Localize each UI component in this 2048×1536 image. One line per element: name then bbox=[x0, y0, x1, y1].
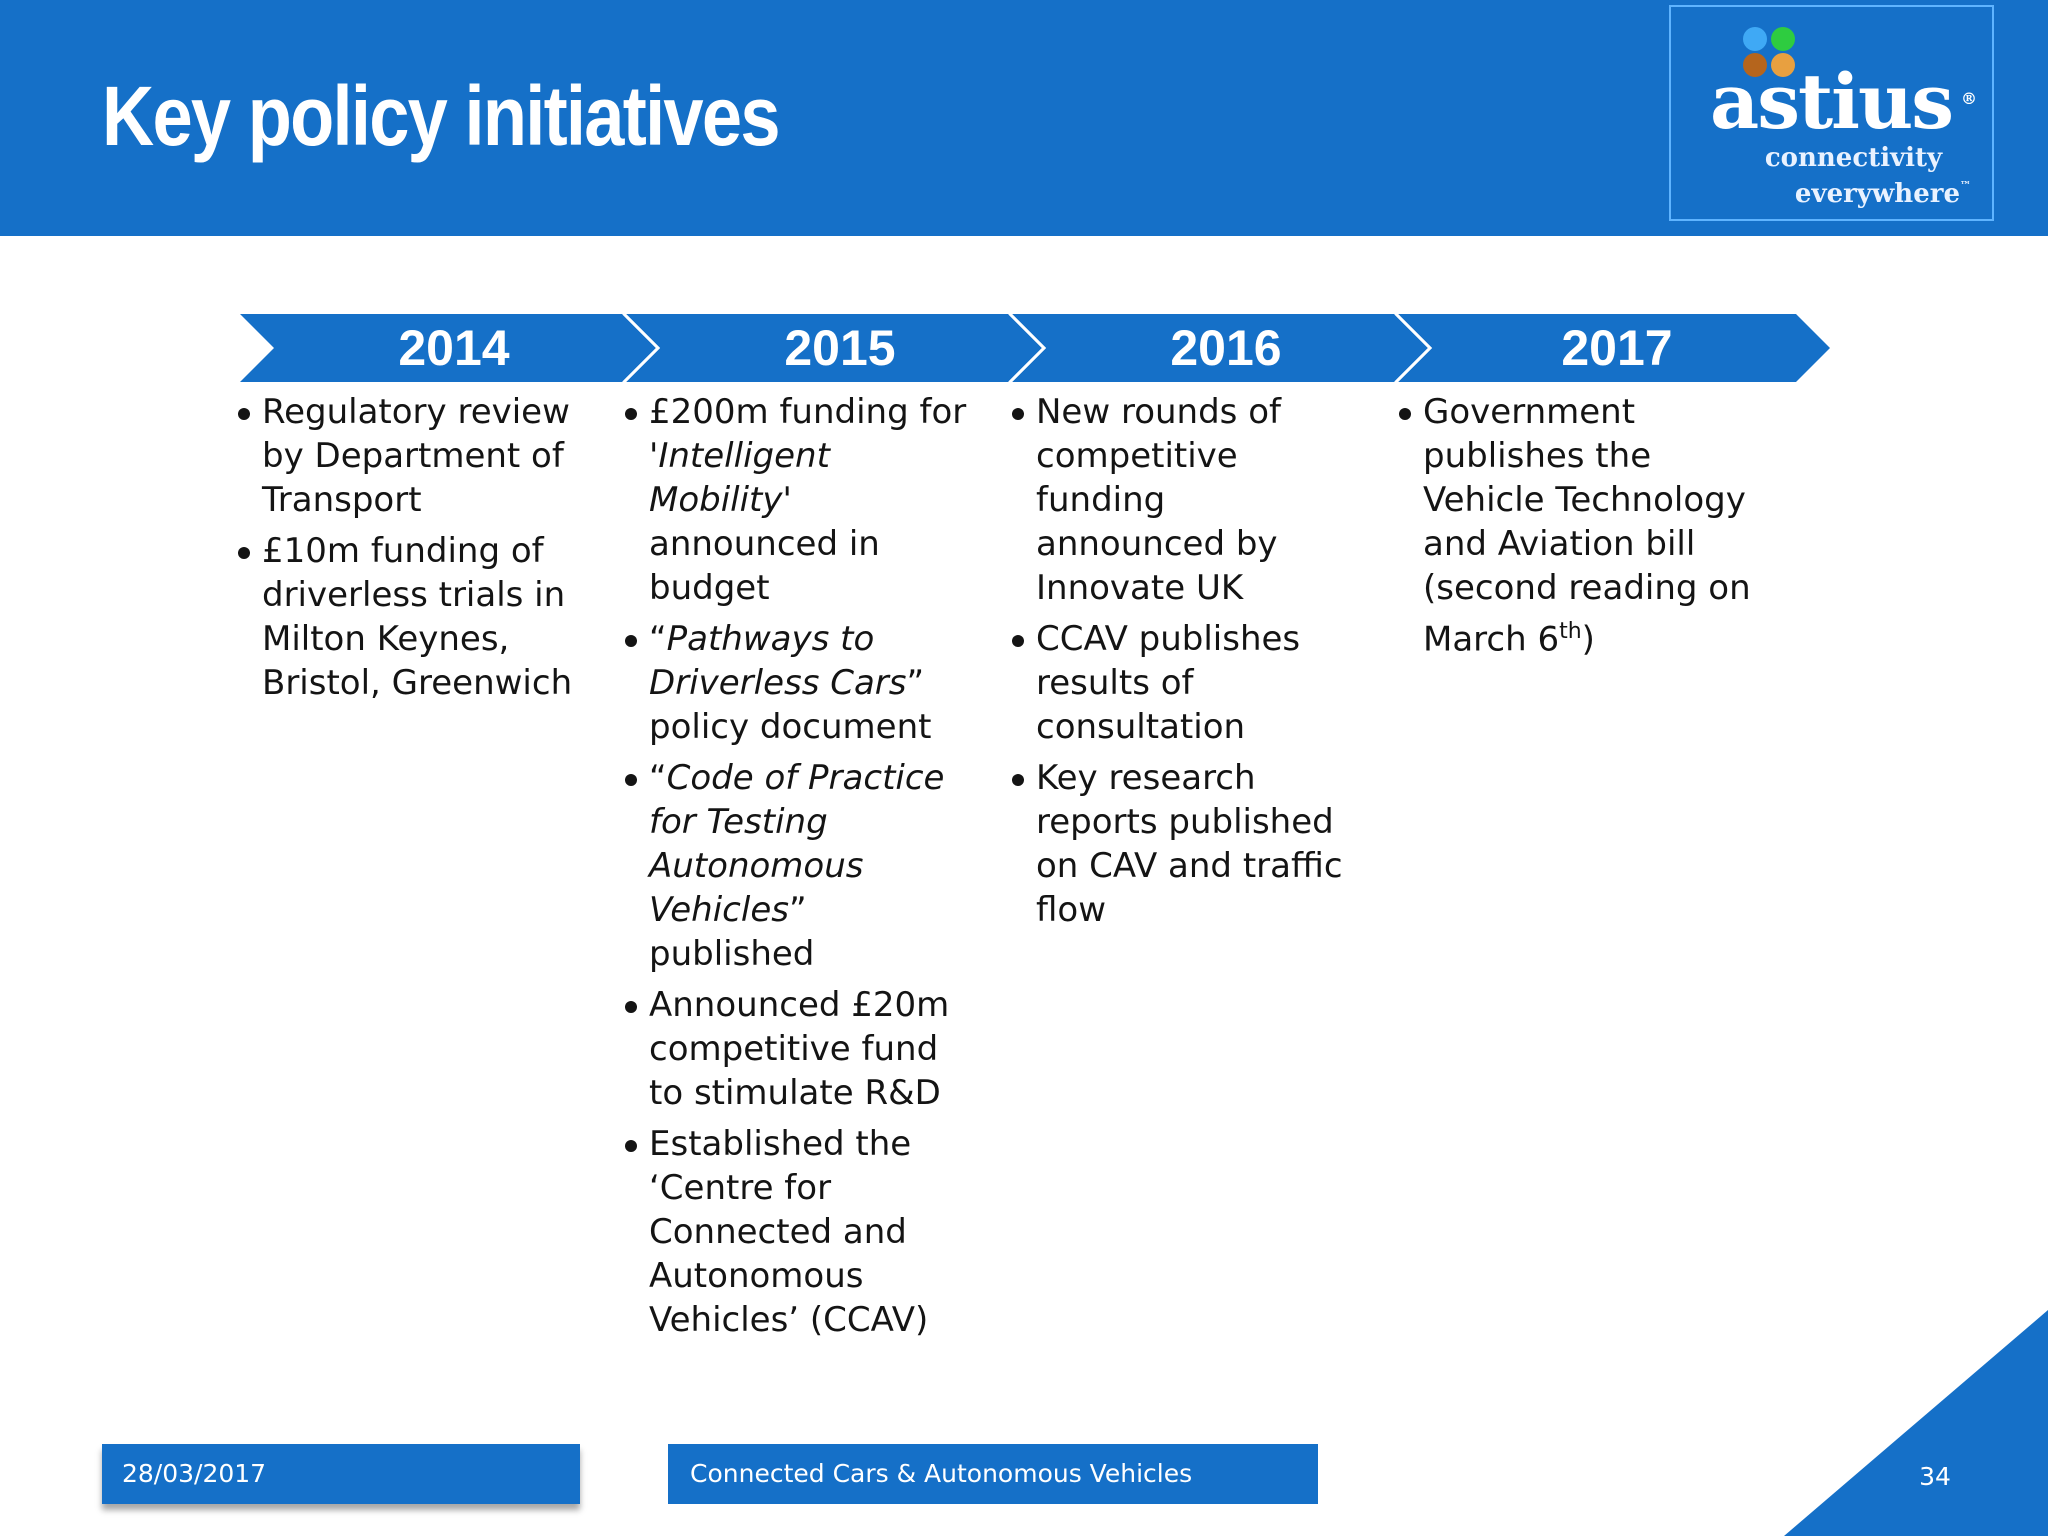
column-2014 bbox=[238, 390, 584, 712]
bullet-list-2014 bbox=[238, 390, 584, 705]
logo-tagline-2 bbox=[1671, 179, 1971, 209]
footer-date: 28/03/2017 bbox=[102, 1444, 580, 1504]
bullet-text: ) bbox=[1581, 619, 1595, 660]
bullet-text: CCAV publishes results of consultation bbox=[1036, 619, 1301, 747]
year-2017: 2017 bbox=[1561, 320, 1673, 376]
bullet-item bbox=[1012, 617, 1362, 749]
bullet-text: £200m funding for ' bbox=[649, 392, 967, 476]
corner-triangle bbox=[1784, 1310, 2048, 1536]
logo-registered-mark: ® bbox=[1961, 89, 1977, 108]
astius-logo bbox=[1669, 5, 1994, 221]
bullet-item bbox=[625, 390, 975, 610]
bullet-text: ' announced in budget bbox=[649, 480, 880, 608]
bullet-text: Key research reports published on CAV and traffic flow bbox=[1036, 758, 1343, 930]
bullet-text: ” policy document bbox=[649, 663, 932, 747]
logo-dot bbox=[1771, 27, 1795, 51]
logo-tagline-2-text: everywhere bbox=[1794, 179, 1960, 209]
column-2015 bbox=[625, 390, 975, 1349]
bullet-text: £10m funding of driverless trials in Milton Keynes, Bristol, Greenwich bbox=[262, 531, 573, 703]
bullet-item bbox=[625, 617, 975, 749]
bullet-text: Intelligent Mobility bbox=[649, 436, 830, 520]
bullet-item bbox=[625, 983, 975, 1115]
page-number: 34 bbox=[1919, 1462, 1951, 1491]
bullet-item bbox=[238, 390, 584, 522]
year-2015: 2015 bbox=[784, 320, 896, 376]
bullet-text: Code of Practice for Testing Autonomous Vehicles bbox=[649, 758, 945, 930]
bullet-item bbox=[1399, 390, 1759, 661]
bullet-item bbox=[625, 1122, 975, 1342]
year-2016: 2016 bbox=[1170, 320, 1282, 376]
bullet-text: Established the ‘Centre for Connected and Autonomous Vehicles’ (CCAV) bbox=[649, 1124, 929, 1340]
timeline-arrow-bar bbox=[240, 314, 1830, 382]
bullet-list-2016 bbox=[1012, 390, 1362, 932]
bullet-text: Government publishes the Vehicle Technology and Aviation bill (second reading on March 6 bbox=[1423, 392, 1751, 660]
bullet-text: New rounds of competitive funding announced by Innovate UK bbox=[1036, 392, 1281, 608]
bullet-text: “ bbox=[649, 758, 667, 798]
bullet-item bbox=[238, 529, 584, 705]
bullet-text: Pathways to Driverless Cars bbox=[649, 619, 907, 703]
slide-title: Key policy initiatives bbox=[102, 69, 779, 163]
year-2014: 2014 bbox=[398, 320, 510, 376]
footer-title: Connected Cars & Autonomous Vehicles bbox=[668, 1444, 1318, 1504]
bullet-list-2015 bbox=[625, 390, 975, 1342]
bullet-text: Announced £20m competitive fund to stimulate R&D bbox=[649, 985, 950, 1113]
bullet-item bbox=[1012, 756, 1362, 932]
column-2016 bbox=[1012, 390, 1362, 939]
bullet-text: Regulatory review by Department of Transport bbox=[262, 392, 570, 520]
bullet-text: “ bbox=[649, 619, 667, 659]
logo-trademark: ™ bbox=[1960, 179, 1971, 192]
logo-tagline-1: connectivity bbox=[1764, 143, 1943, 173]
bullet-item bbox=[625, 756, 975, 976]
logo-dot bbox=[1743, 27, 1767, 51]
bullet-item bbox=[1012, 390, 1362, 610]
logo-wordmark: astius bbox=[1709, 57, 1953, 146]
bullet-text: th bbox=[1559, 619, 1582, 644]
column-2017 bbox=[1399, 390, 1759, 668]
bullet-list-2017 bbox=[1399, 390, 1759, 661]
bullet-text: ” published bbox=[649, 890, 815, 974]
